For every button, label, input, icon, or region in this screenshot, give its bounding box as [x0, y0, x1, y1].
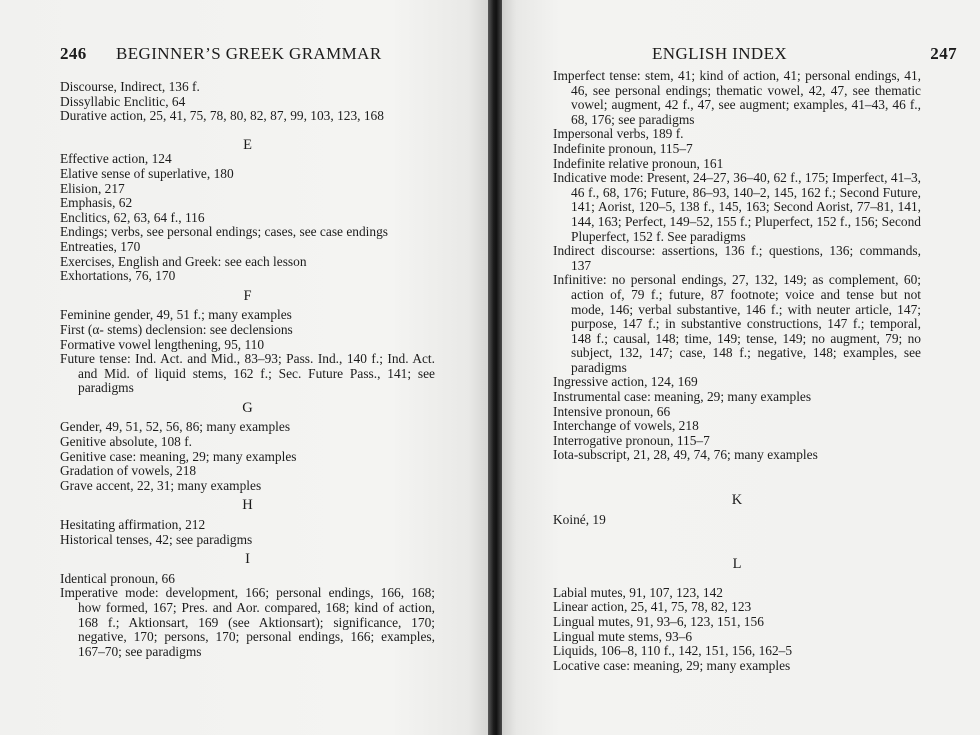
index-entry: Infinitive: no personal endings, 27, 132, 149; as complement, 60; action of, 79 f.; future, 87 footnote; voice and tense but not mode, 146; verbal substantive, 146 f.; with neuter article, 147; purpose, 147 f.; in substantive constructions, 147 f.; temporal, 148 f.; causal, 148; time, 149; tense, 149; no augment, 79; no subject, 132, 147; case, 148 f.; negative, 148; examples, see paradigms [553, 272, 921, 375]
index-entry: Imperative mode: development, 166; personal endings, 166, 168; how formed, 167; Pres. and Aor. compared, 168; kind of action, 168 f.; Aktionsart, 169 (see Aktionsart); significance, 170; negative, 170; persons, 170; personal endings, 166; examples, 167–70; see paradigms [60, 585, 435, 659]
index-entry: First (α- stems) declension: see declensions [60, 321, 293, 337]
index-entry: Dissyllabic Enclitic, 64 [60, 93, 186, 109]
index-entry: Koiné, 19 [553, 511, 606, 527]
index-entry: Effective action, 124 [60, 151, 172, 167]
index-entry: Durative action, 25, 41, 75, 78, 80, 82, 87, 99, 103, 123, 168 [60, 108, 384, 124]
section-letter-h: H [242, 497, 253, 514]
index-column-right [553, 69, 921, 673]
index-entry: Genitive absolute, 108 f. [60, 434, 193, 450]
index-entry: Endings; verbs, see personal endings; cases, see case endings [60, 224, 388, 240]
index-entry: Emphasis, 62 [60, 195, 133, 211]
right-page [502, 0, 980, 735]
index-entry: Interrogative pronoun, 115–7 [553, 432, 710, 448]
index-entry: Ingressive action, 124, 169 [553, 374, 698, 390]
index-entry: Historical tenses, 42; see paradigms [60, 531, 253, 547]
section-letter-f: F [243, 287, 252, 304]
page-number-right: 247 [930, 44, 957, 63]
index-entry: Intensive pronoun, 66 [553, 403, 671, 419]
index-entry: Identical pronoun, 66 [60, 570, 175, 586]
index-entry: Indefinite relative pronoun, 161 [553, 155, 724, 171]
section-letter-g: G [242, 399, 253, 416]
index-entry: Gradation of vowels, 218 [60, 463, 197, 479]
index-column-left [60, 80, 435, 659]
running-title-left: BEGINNER’S GREEK GRAMMAR [116, 44, 382, 63]
section-letter-k: K [731, 492, 743, 509]
index-entry: Hesitating affirmation, 212 [60, 517, 206, 533]
index-entry: Indirect discourse: assertions, 136 f.; questions, 136; commands, 137 [553, 243, 921, 273]
index-entry: Enclitics, 62, 63, 64 f., 116 [60, 209, 205, 225]
index-entry: Exercises, English and Greek: see each lesson [60, 253, 307, 269]
index-entry: Linear action, 25, 41, 75, 78, 82, 123 [553, 599, 752, 615]
index-entry: Liquids, 106–8, 110 f., 142, 151, 156, 162–5 [553, 643, 793, 659]
index-entry: Interchange of vowels, 218 [553, 418, 699, 434]
index-entry: Labial mutes, 91, 107, 123, 142 [553, 584, 723, 600]
index-entry: Discourse, Indirect, 136 f. [60, 79, 200, 94]
index-entry: Grave accent, 22, 31; many examples [60, 477, 262, 493]
book-gutter [488, 0, 502, 735]
index-entry: Feminine gender, 49, 51 f.; many examples [60, 307, 292, 323]
index-entry: Indicative mode: Present, 24–27, 36–40, 62 f., 175; Imperfect, 41–3, 46 f., 68, 176; Future, 86–93, 140–2, 145, 162 f.; Second Future, 141; Aorist, 120–5, 138 f., 145, 163; Second Aorist, 77–81, 141, 144, 163; Perfect, 149–52, 155 f.; Pluperfect, 152 f., 156; Second Pluperfect, 152 f. See paradigms [553, 170, 921, 244]
index-entry: Elision, 217 [60, 180, 125, 196]
index-entry: Gender, 49, 51, 52, 56, 86; many examples [60, 419, 291, 435]
index-entry: Iota-subscript, 21, 28, 49, 74, 76; many examples [553, 447, 818, 463]
section-letter-e: E [243, 136, 252, 153]
index-entry: Genitive case: meaning, 29; many examples [60, 448, 297, 464]
index-entry: Locative case: meaning, 29; many examples [553, 657, 791, 673]
index-entry: Indefinite pronoun, 115–7 [553, 140, 693, 156]
index-entry: Entreaties, 170 [60, 238, 141, 254]
index-entry: Instrumental case: meaning, 29; many examples [553, 389, 812, 405]
index-entry: Impersonal verbs, 189 f. [553, 126, 684, 142]
index-entry: Exhortations, 76, 170 [60, 268, 176, 284]
index-entry: Lingual mutes, 91, 93–6, 123, 151, 156 [553, 614, 764, 629]
index-entry: Imperfect tense: stem, 41; kind of action, 41; personal endings, 41, 46, see personal endings; thematic vowel, 42, 47, see thematic vowel; augment, 42 f., 47, see augment; examples, 41–43, 46 f., 68, 176; see paradigms [553, 68, 921, 127]
section-letter-i: I [245, 551, 250, 568]
index-entry: Future tense: Ind. Act. and Mid., 83–93; Pass. Ind., 140 f.; Ind. Act. and Mid. of liquid stems, 162 f.; Sec. Future Pass., 141; see paradigms [60, 351, 435, 396]
index-entry: Formative vowel lengthening, 95, 110 [60, 336, 265, 352]
index-entry: Elative sense of superlative, 180 [60, 165, 234, 181]
section-letter-l: L [732, 556, 742, 573]
index-entry: Lingual mute stems, 93–6 [553, 628, 693, 644]
running-title-right: ENGLISH INDEX [652, 44, 788, 63]
left-page [0, 0, 488, 735]
page-number-left: 246 [60, 44, 87, 63]
